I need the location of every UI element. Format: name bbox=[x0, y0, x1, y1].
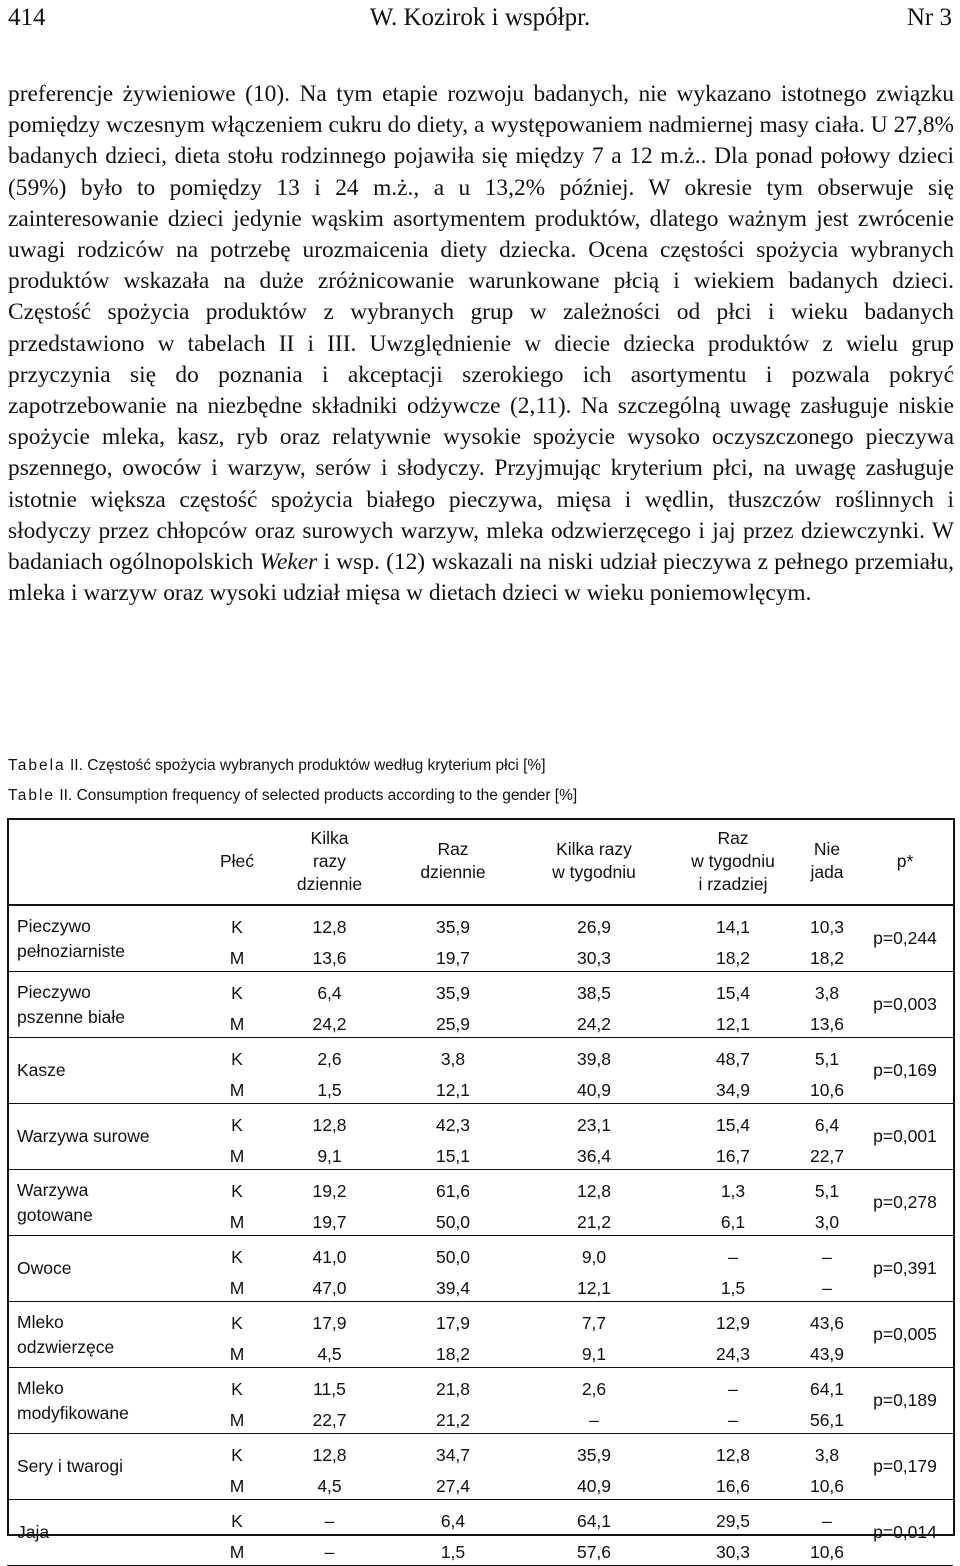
value-cell: 1,5 bbox=[272, 1070, 387, 1104]
sex-cell: M bbox=[202, 1070, 272, 1104]
table-row bbox=[7, 1434, 953, 1467]
value-cell: 6,4 bbox=[814, 1115, 840, 1135]
value-cell: 35,9 bbox=[435, 917, 471, 937]
value-cell: 1,3 bbox=[720, 1181, 746, 1201]
value-cell: 64,1 bbox=[576, 1511, 612, 1531]
value-cell: 9,1 bbox=[272, 1136, 387, 1170]
table-row bbox=[7, 1368, 953, 1401]
sex-cell: M bbox=[202, 1202, 272, 1236]
p-value: p=0,179 bbox=[857, 1434, 953, 1500]
value-cell: 40,9 bbox=[519, 1070, 669, 1104]
value-cell: 15,4 bbox=[715, 1115, 751, 1135]
value-cell: 64,1 bbox=[809, 1379, 845, 1399]
value-cell: 47,0 bbox=[272, 1268, 387, 1302]
sex-cell: K bbox=[231, 1511, 243, 1531]
header-product bbox=[7, 818, 202, 905]
value-cell: 12,9 bbox=[715, 1313, 751, 1333]
header-once-daily: Raz dziennie bbox=[387, 818, 519, 905]
p-value: p=0,001 bbox=[857, 1104, 953, 1170]
product-name-line: Owoce bbox=[17, 1258, 72, 1278]
value-cell: 48,7 bbox=[715, 1049, 751, 1069]
value-cell: 7,7 bbox=[581, 1313, 607, 1333]
body-text-italic: Weker bbox=[259, 549, 318, 576]
p-value: p=0,189 bbox=[857, 1368, 953, 1434]
caption-label-pl: Tabela bbox=[8, 757, 66, 774]
table-row bbox=[7, 1038, 953, 1071]
value-cell: 11,5 bbox=[313, 1379, 346, 1399]
table-caption-pl bbox=[8, 757, 546, 775]
value-cell: 17,9 bbox=[435, 1313, 471, 1333]
value-cell: 1,5 bbox=[669, 1268, 797, 1302]
value-cell: 9,0 bbox=[581, 1247, 607, 1267]
caption-text-pl: II. Częstość spożycia wybranych produktów według kryterium płci [%] bbox=[65, 757, 546, 774]
product-name-line: Warzywa bbox=[17, 1179, 89, 1200]
value-cell: 18,2 bbox=[797, 938, 857, 972]
value-cell: 15,1 bbox=[387, 1136, 519, 1170]
table-row bbox=[7, 972, 953, 1005]
table-row bbox=[7, 1104, 953, 1137]
sex-cell: K bbox=[231, 1445, 243, 1465]
value-cell: 34,9 bbox=[669, 1070, 797, 1104]
value-cell: 2,6 bbox=[581, 1379, 607, 1399]
value-cell: – bbox=[797, 1268, 857, 1302]
table-row bbox=[7, 1302, 953, 1335]
product-name bbox=[7, 1368, 202, 1434]
table-row bbox=[7, 1236, 953, 1269]
product-name bbox=[7, 905, 202, 972]
value-cell: 36,4 bbox=[519, 1136, 669, 1170]
value-cell: 43,6 bbox=[809, 1313, 845, 1333]
product-name-line: Jaja bbox=[17, 1522, 50, 1542]
value-cell: 12,1 bbox=[669, 1004, 797, 1038]
header-several-daily: Kilka razy dziennie bbox=[272, 818, 387, 905]
value-cell: 43,9 bbox=[797, 1334, 857, 1368]
header-sex: Płeć bbox=[202, 818, 272, 905]
value-cell: 22,7 bbox=[272, 1400, 387, 1434]
value-cell: 3,8 bbox=[440, 1049, 466, 1069]
value-cell: 19,2 bbox=[312, 1181, 347, 1201]
value-cell: – bbox=[822, 1511, 832, 1531]
product-name-line: Sery i twarogi bbox=[17, 1456, 124, 1476]
product-name-line: modyfikowane bbox=[17, 1402, 129, 1423]
sex-cell: M bbox=[202, 1004, 272, 1038]
running-header bbox=[8, 4, 952, 34]
value-cell: 38,5 bbox=[576, 983, 612, 1003]
value-cell: 30,3 bbox=[669, 1532, 797, 1566]
value-cell: 16,6 bbox=[669, 1466, 797, 1500]
header-p: p* bbox=[857, 818, 953, 905]
value-cell: 12,8 bbox=[312, 1445, 347, 1465]
product-name bbox=[7, 1434, 202, 1500]
header-never: Nie jada bbox=[797, 818, 857, 905]
value-cell: 3,0 bbox=[797, 1202, 857, 1236]
value-cell: 29,5 bbox=[715, 1511, 751, 1531]
value-cell: 21,2 bbox=[519, 1202, 669, 1236]
p-value: p=0,014 bbox=[857, 1500, 953, 1566]
value-cell: 39,8 bbox=[576, 1049, 612, 1069]
value-cell: 14,1 bbox=[715, 917, 751, 937]
value-cell: 24,3 bbox=[669, 1334, 797, 1368]
value-cell: 50,0 bbox=[387, 1202, 519, 1236]
value-cell: – bbox=[519, 1400, 669, 1434]
sex-cell: M bbox=[202, 1136, 272, 1170]
value-cell: 10,3 bbox=[809, 917, 845, 937]
product-name-line: odzwierzęce bbox=[17, 1336, 115, 1357]
value-cell: 18,2 bbox=[669, 938, 797, 972]
sex-cell: K bbox=[231, 1181, 243, 1201]
value-cell: 12,8 bbox=[312, 917, 347, 937]
page-number: 414 bbox=[8, 4, 46, 31]
value-cell: 19,7 bbox=[272, 1202, 387, 1236]
value-cell: 27,4 bbox=[387, 1466, 519, 1500]
value-cell: 5,1 bbox=[814, 1049, 840, 1069]
product-name-line: pełnoziarniste bbox=[17, 940, 125, 961]
product-name bbox=[7, 972, 202, 1038]
value-cell: 12,1 bbox=[387, 1070, 519, 1104]
value-cell: 16,7 bbox=[669, 1136, 797, 1170]
p-value: p=0,244 bbox=[857, 905, 953, 972]
value-cell: – bbox=[728, 1379, 738, 1399]
value-cell: 24,2 bbox=[272, 1004, 387, 1038]
sex-cell: M bbox=[202, 938, 272, 972]
value-cell: 61,6 bbox=[435, 1181, 471, 1201]
caption-label-en: Table bbox=[8, 787, 56, 804]
value-cell: 30,3 bbox=[519, 938, 669, 972]
value-cell: 15,4 bbox=[715, 983, 751, 1003]
sex-cell: M bbox=[202, 1466, 272, 1500]
sex-cell: K bbox=[231, 1049, 243, 1069]
product-name bbox=[7, 1104, 202, 1170]
value-cell: 24,2 bbox=[519, 1004, 669, 1038]
value-cell: 9,1 bbox=[519, 1334, 669, 1368]
value-cell: 26,9 bbox=[576, 917, 612, 937]
table-row bbox=[7, 905, 953, 938]
p-value: p=0,003 bbox=[857, 972, 953, 1038]
value-cell: – bbox=[272, 1532, 387, 1566]
value-cell: 21,8 bbox=[435, 1379, 471, 1399]
value-cell: 23,1 bbox=[576, 1115, 612, 1135]
product-name bbox=[7, 1170, 202, 1236]
p-value: p=0,391 bbox=[857, 1236, 953, 1302]
value-cell: 10,6 bbox=[797, 1070, 857, 1104]
value-cell: – bbox=[324, 1511, 335, 1531]
product-name-line: Kasze bbox=[17, 1060, 66, 1080]
product-name-line: Mleko bbox=[17, 1377, 64, 1398]
value-cell: 13,6 bbox=[272, 938, 387, 972]
value-cell: 57,6 bbox=[519, 1532, 669, 1566]
product-name-line: Pieczywo bbox=[17, 915, 91, 936]
value-cell: 41,0 bbox=[312, 1247, 347, 1267]
value-cell: 21,2 bbox=[387, 1400, 519, 1434]
table-header-row bbox=[7, 818, 953, 905]
sex-cell: K bbox=[231, 1313, 243, 1333]
value-cell: 35,9 bbox=[576, 1445, 612, 1465]
consumption-table bbox=[7, 818, 953, 1566]
table-row bbox=[7, 1170, 953, 1203]
value-cell: 6,4 bbox=[317, 983, 342, 1003]
header-several-weekly: Kilka razy w tygodniu bbox=[519, 818, 669, 905]
body-text-a: preferencje żywieniowe (10). Na tym etapie rozwoju badanych, nie wykazano istotnego związku pomiędzy wczesnym włączeniem cukru do diety, a występowaniem nadmiernej masy ciała. U 27,8% badanych dzieci, dieta stołu rodzinnego pojawiła się między 7 a 12 m.ż.. Dla ponad połowy dzieci (59%) było to pomiędzy 13 i 24 m.ż., a u 13,2% później. W okresie tym obserwuje się zainteresowanie dzieci jedynie wąskim asortymentem produktów, dlatego ważnym jest zwrócenie uwagi rodziców na potrzebę urozmaicenia diety dziecka. Ocena częstości spożycia wybranych produktów wskazała na duże zróżnicowanie warunkowane płcią i wiekiem badanych dzieci. Częstość spożycia produktów z wybranych grup w zależności od płci i wieku badanych przedstawiono w tabelach II i III. Uwzględnienie w diecie dziecka produktów z wielu grup przyczynia się do poznania i akceptacji szerokiego ich asortymentu i pozwala pokryć zapotrzebowanie na niezbędne składniki odżywcze (2,11). Na szczególną uwagę zasługuje niskie spożycie mleka, kasz, ryb oraz relatywnie wysokie spożycie wysoko oczyszczonego pieczywa pszennego, owoców i warzyw, serów i słodyczy. Przyjmując kryterium płci, na uwagę zasługuje istotnie większa częstość spożycia białego pieczywa, mięsa i wędlin, tłuszczów roślinnych i słodyczy przez chłopców oraz surowych warzyw, mleka odzwierzęcego i jaj przez dziewczynki. W badaniach ogólnopolskich bbox=[8, 81, 954, 576]
running-authors: W. Kozirok i współpr. bbox=[369, 4, 591, 31]
product-name bbox=[7, 1236, 202, 1302]
sex-cell: K bbox=[231, 1379, 243, 1399]
value-cell: 10,6 bbox=[797, 1466, 857, 1500]
value-cell: 12,8 bbox=[576, 1181, 612, 1201]
product-name-line: pszenne białe bbox=[17, 1006, 125, 1027]
value-cell: 18,2 bbox=[387, 1334, 519, 1368]
sex-cell: K bbox=[231, 1247, 243, 1267]
value-cell: 40,9 bbox=[519, 1466, 669, 1500]
value-cell: 4,5 bbox=[272, 1334, 387, 1368]
product-name bbox=[7, 1500, 202, 1566]
body-text-b: i wsp. (12) wskazali na niski udział pieczywa z pełnego przemiału, mleka i warzyw oraz wysoki udział mięsa w dietach dzieci w wieku poniemowlęcym. bbox=[8, 549, 954, 607]
value-cell: 12,1 bbox=[519, 1268, 669, 1302]
table-row bbox=[7, 1500, 953, 1533]
value-cell: 50,0 bbox=[435, 1247, 471, 1267]
sex-cell: M bbox=[202, 1532, 272, 1566]
value-cell: 34,7 bbox=[435, 1445, 471, 1465]
value-cell: 12,8 bbox=[715, 1445, 751, 1465]
value-cell: 4,5 bbox=[272, 1466, 387, 1500]
p-value: p=0,278 bbox=[857, 1170, 953, 1236]
caption-text-en: II. Consumption frequency of selected products according to the gender [%] bbox=[55, 787, 578, 804]
value-cell: 19,7 bbox=[387, 938, 519, 972]
value-cell: 13,6 bbox=[797, 1004, 857, 1038]
issue-number: Nr 3 bbox=[906, 4, 952, 31]
sex-cell: K bbox=[231, 917, 243, 937]
table-body bbox=[7, 905, 953, 1566]
value-cell: 5,1 bbox=[814, 1181, 840, 1201]
value-cell: 17,9 bbox=[312, 1313, 347, 1333]
value-cell: 22,7 bbox=[797, 1136, 857, 1170]
value-cell: 25,9 bbox=[387, 1004, 519, 1038]
product-name-line: Mleko bbox=[17, 1311, 64, 1332]
sex-cell: M bbox=[202, 1400, 272, 1434]
value-cell: – bbox=[822, 1247, 832, 1267]
value-cell: 6,4 bbox=[440, 1511, 466, 1531]
product-name bbox=[7, 1038, 202, 1104]
product-name-line: Pieczywo bbox=[17, 981, 91, 1002]
value-cell: 3,8 bbox=[814, 1445, 840, 1465]
product-name-line: gotowane bbox=[17, 1204, 93, 1225]
value-cell: – bbox=[728, 1247, 738, 1267]
header-once-weekly: Raz w tygodniu i rzadziej bbox=[669, 818, 797, 905]
sex-cell: K bbox=[231, 1115, 243, 1135]
body-paragraph bbox=[8, 79, 954, 609]
sex-cell: M bbox=[202, 1334, 272, 1368]
value-cell: 6,1 bbox=[669, 1202, 797, 1236]
product-name-line: Warzywa surowe bbox=[17, 1126, 150, 1146]
sex-cell: M bbox=[202, 1268, 272, 1302]
p-value: p=0,169 bbox=[857, 1038, 953, 1104]
p-value: p=0,005 bbox=[857, 1302, 953, 1368]
product-name bbox=[7, 1302, 202, 1368]
value-cell: 10,6 bbox=[797, 1532, 857, 1566]
value-cell: 1,5 bbox=[387, 1532, 519, 1566]
value-cell: 39,4 bbox=[387, 1268, 519, 1302]
sex-cell: K bbox=[231, 983, 243, 1003]
value-cell: 2,6 bbox=[317, 1049, 342, 1069]
value-cell: 35,9 bbox=[435, 983, 471, 1003]
value-cell: – bbox=[669, 1400, 797, 1434]
value-cell: 42,3 bbox=[435, 1115, 471, 1135]
value-cell: 56,1 bbox=[797, 1400, 857, 1434]
value-cell: 12,8 bbox=[312, 1115, 347, 1135]
table-caption-en bbox=[8, 787, 577, 805]
value-cell: 3,8 bbox=[814, 983, 840, 1003]
